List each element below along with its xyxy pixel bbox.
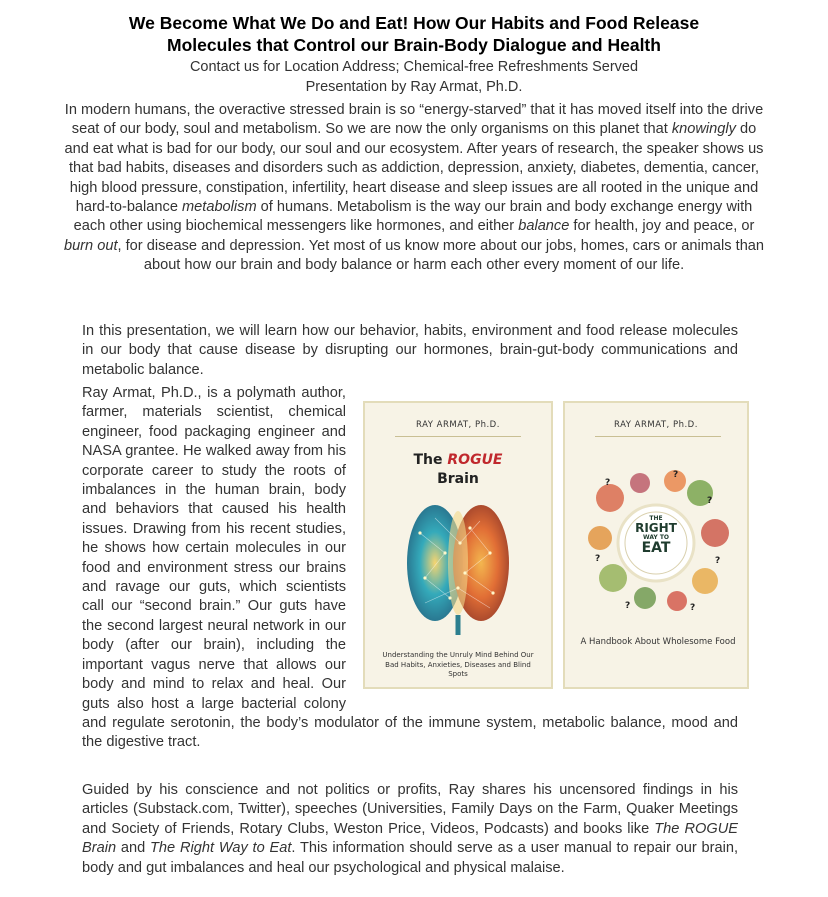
closing-text-2: and <box>116 840 151 857</box>
presentation-paragraph: In this presentation, we will learn how our behavior, habits, environment and food release molecules in our body that cause disease by disrupting our hormones, brain-gut-body communications and metabolic balance. <box>82 323 738 378</box>
intro-text-1: In modern humans, the overactive stressed brain is so “energy-starved” that it has moved itself into the drive seat of our body, soul and metabolism. So we are now the only organisms on this planet that <box>64 102 764 138</box>
intro-emphasis-knowingly: knowingly <box>671 121 736 138</box>
closing-book-right-way: The Right Way to Eat <box>150 840 292 857</box>
svg-text:?: ? <box>707 496 713 506</box>
closing-paragraph <box>82 781 738 878</box>
book-cover-rogue-brain <box>363 401 553 689</box>
presenter-line: Presentation by Ray Armat, Ph.D. <box>305 79 523 95</box>
svg-text:?: ? <box>715 556 721 566</box>
book2-author: RAY ARMAT, Ph.D. <box>614 420 698 430</box>
book2-badge <box>565 515 747 556</box>
book2-subtitle: A Handbook About Wholesome Food <box>580 637 736 647</box>
book2-badge-right: RIGHT <box>635 521 677 535</box>
closing-text-1: Guided by his conscience and not politics or profits, Ray shares his uncensored findings in his articles (Substack.com, Twitter), speeches (Universities, Family Days on the Farm, Quaker Meetings and Society of Friends, Rotary Clubs, Weston Price, Videos, Podcasts) and books like <box>82 782 738 837</box>
svg-text:?: ? <box>605 478 611 488</box>
intro-emphasis-balance: balance <box>518 218 570 235</box>
svg-text:?: ? <box>690 603 696 613</box>
closing-book-rogue-brain: The ROGUE Brain <box>82 820 738 857</box>
intro-text-4: for health, joy and peace, or <box>569 218 755 235</box>
book2-badge-eat: EAT <box>641 540 671 556</box>
book1-author: RAY ARMAT, Ph.D. <box>416 420 500 430</box>
intro-paragraph <box>62 101 766 276</box>
svg-text:?: ? <box>673 470 679 480</box>
book-cover-right-way-to-eat <box>563 401 749 689</box>
brain-illustration <box>365 403 551 687</box>
closing-text-3: . This information should serve as a user manual to repair our brain, body and gut imbalances and heal our psychological and physical malaise. <box>82 840 739 876</box>
book1-title-the: The <box>413 452 448 468</box>
intro-emphasis-metabolism: metabolism <box>182 199 257 216</box>
intro-text-5: , for disease and depression. Yet most of us know more about our jobs, homes, cars or animals than about how our brain and body balance or harm each other every moment of our life. <box>117 237 765 274</box>
book1-subtitle: Understanding the Unruly Mind Behind Our Bad Habits, Anxieties, Diseases and Blind Spots <box>382 651 534 678</box>
svg-text:?: ? <box>595 554 601 564</box>
contact-line: Contact us for Location Address; Chemical-free Refreshments Served <box>189 59 639 75</box>
intro-text-3: of humans. Metabolism is the way our brain and body exchange energy with each other using biochemical messengers like hormones, and either <box>73 199 753 235</box>
intro-text-2: do and eat what is bad for our body, our soul and our ecosystem. After years of research, the speaker shows us that bad habits, diseases and disorders such as addiction, depression, anxiety, diabetes, dementia, cancer, high blood pressure, constipation, infertility, heart disease and sleep issues are all rooted in the unique and hard-to-balance <box>64 121 764 216</box>
bio-paragraph: Ray Armat, Ph.D., is a polymath author, farmer, materials scientist, chemical engineer, food packaging engineer and NASA grantee. He walked away from his corporate career to study the roots of imbalances in the human brain, body and behaviors that caused his health issues. Drawing from his recent studies, he shows how certain molecules in our food and environment stress our brains and ravage our guts, which scientists call our “second brain.” Our guts have the second largest neural network in our body (after our brain), including the important vagus nerve that allows our body and mind to relax and heal. Our guts also host a large bacterial colony and regulate serotonin, the body’s modulator of the immune system, metabolic balance, mood and the digestive tract. <box>82 385 738 751</box>
book2-badge-the: THE <box>649 515 663 522</box>
title-line-2: Molecules that Control our Brain-Body Dialogue and Health <box>167 35 661 55</box>
book2-badge-way-to: WAY TO <box>642 534 670 541</box>
page-title <box>40 12 788 56</box>
svg-text:?: ? <box>625 601 631 611</box>
book1-title-rogue: ROGUE <box>447 452 503 468</box>
title-line-1: We Become What We Do and Eat! How Our Habits and Food Release <box>128 13 700 33</box>
intro-emphasis-burn-out: burn out <box>63 237 118 254</box>
book1-title-brain: Brain <box>437 471 479 487</box>
